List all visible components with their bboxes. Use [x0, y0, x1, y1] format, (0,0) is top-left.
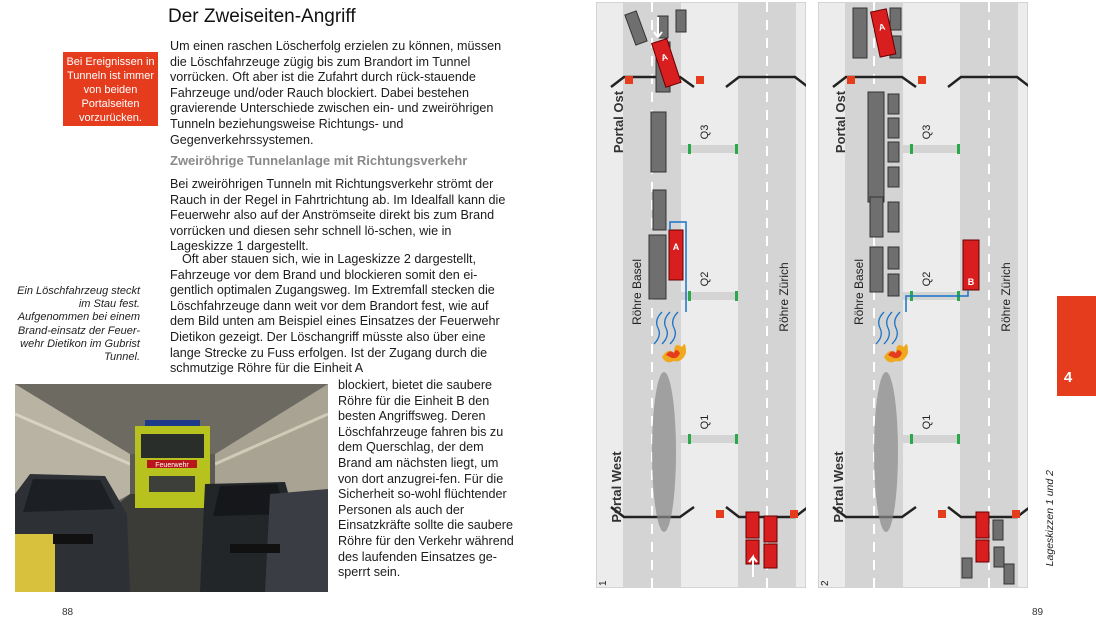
callout-box: Bei Ereignissen in Tunneln ist immer von beiden Portalseiten vorzurücken. [63, 52, 158, 126]
portal-ost-label: Portal Ost [611, 90, 626, 154]
q1-label: Q1 [699, 414, 711, 430]
truck [853, 8, 867, 58]
photo-caption: Ein Löschfahrzeug steckt im Stau fest. Aufgenommen bei einem Brand-einsatz der Feuer-wehr Dietikon im Gubrist Tunnel. [17, 285, 140, 364]
unit-b-vehicle [746, 512, 759, 538]
tube-zuerich-label: Röhre Zürich [999, 262, 1013, 332]
unit-a-fire-label: A [672, 242, 680, 252]
sketch-number: 2 [820, 580, 831, 586]
unit-a-label: A [877, 21, 887, 33]
car-far-right [265, 489, 328, 592]
tube-zuerich-label: Röhre Zürich [777, 262, 791, 332]
truck [649, 235, 666, 299]
intro-paragraph: Um einen raschen Löscherfolg erzielen zu können, müssen die Löschfahrzeuge zügig bis zum Brandort im Tunnel vorrücken. Oft aber ist die Zufahrt durch rück-stauende Fahrzeuge und/oder Rauch blockiert. Dabei bestehen gravierende Unterschiede zwischen ein- und zweiröhrigen Tunneln beziehungsweise Richtungs- und Gegenverkehrssystemen. [170, 39, 502, 147]
q2-label: Q2 [699, 271, 711, 287]
truck [868, 92, 884, 202]
truck [651, 112, 666, 172]
tube-basel-label: Röhre Basel [852, 258, 866, 326]
tube-basel-label: Röhre Basel [630, 258, 644, 326]
q3-label: Q3 [921, 124, 933, 140]
fire-truck-label: Feuerwehr [155, 462, 189, 469]
chapter-tab-number: 4 [1063, 369, 1073, 386]
page-number-right: 89 [1032, 607, 1044, 618]
smoke-zone [652, 372, 676, 532]
page-title: Der Zweiseiten-Angriff [168, 6, 356, 27]
paragraph-2: Oft aber stauen sich, wie in Lageskizze 2 dargestellt, Fahrzeuge vor dem Brand und blockieren somit den ei-gentlich optimalen Zugangsweg. Im Extremfall stecken die Löschfahrzeuge dann weit vor dem Brandort fest, wie auf dem Bild unten am Beispiel eines Einsatzes der Feuerwehr Dietikon gezeigt. Der Löschangriff müsste also über eine lange Strecke zu Fuss erfolgen. Ist der Zugang durch die schmutzige Röhre für die Einheit A [170, 252, 500, 376]
portal-ost-label: Portal Ost [833, 90, 848, 154]
q3-label: Q3 [699, 124, 711, 140]
paragraph-1: Bei zweiröhrigen Tunneln mit Richtungsverkehr strömt der Rauch in der Regel in Fahrtrichtung ab. Im Idealfall kann die Feuerwehr also auf der Anströmseite direkt bis zum Brand vorrücken und diesen sehr schnell lö-schen, wie in Lageskizze 1 dargestellt. [170, 177, 506, 254]
tunnel-photo [15, 384, 328, 592]
sketch-caption: Lageskizzen 1 und 2 [1044, 470, 1056, 567]
lageskizze-1 [596, 2, 806, 588]
car [676, 10, 686, 32]
unit-b-vehicle [764, 516, 777, 542]
portal-west-label: Portal West [609, 451, 624, 523]
unit-a-label: A [659, 51, 670, 64]
unit-b-crossing-label: B [967, 277, 975, 287]
portal-west-label: Portal West [831, 451, 846, 523]
paragraph-2-continued: blockiert, bietet die saubere Röhre für die Einheit B den besten Angriffsweg. Deren Löschfahrzeuge fahren bis zu dem Querschlag, der dem Brand am nächsten liegt, um von dort anzugrei-fen. Für die Sicherheit so-wohl flüchtender Personen als auch der Einsatzkräfte sollte die saubere Röhre für den Verkehr während des laufenden Einsatzes ge-sperrt sein. [338, 378, 514, 580]
car-yellow [15, 534, 55, 592]
subheading: Zweiröhrige Tunnelanlage mit Richtungsverkehr [170, 153, 468, 168]
lageskizze-2 [818, 2, 1028, 588]
car [653, 190, 666, 230]
q1-label: Q1 [921, 414, 933, 430]
sketch-number: 1 [598, 580, 609, 586]
smoke-zone [874, 372, 898, 532]
unit-b-vehicle [976, 512, 989, 538]
car [890, 8, 901, 30]
q2-label: Q2 [921, 271, 933, 287]
page-number-left: 88 [62, 607, 74, 618]
unit-a-vehicle-fire [669, 230, 683, 280]
